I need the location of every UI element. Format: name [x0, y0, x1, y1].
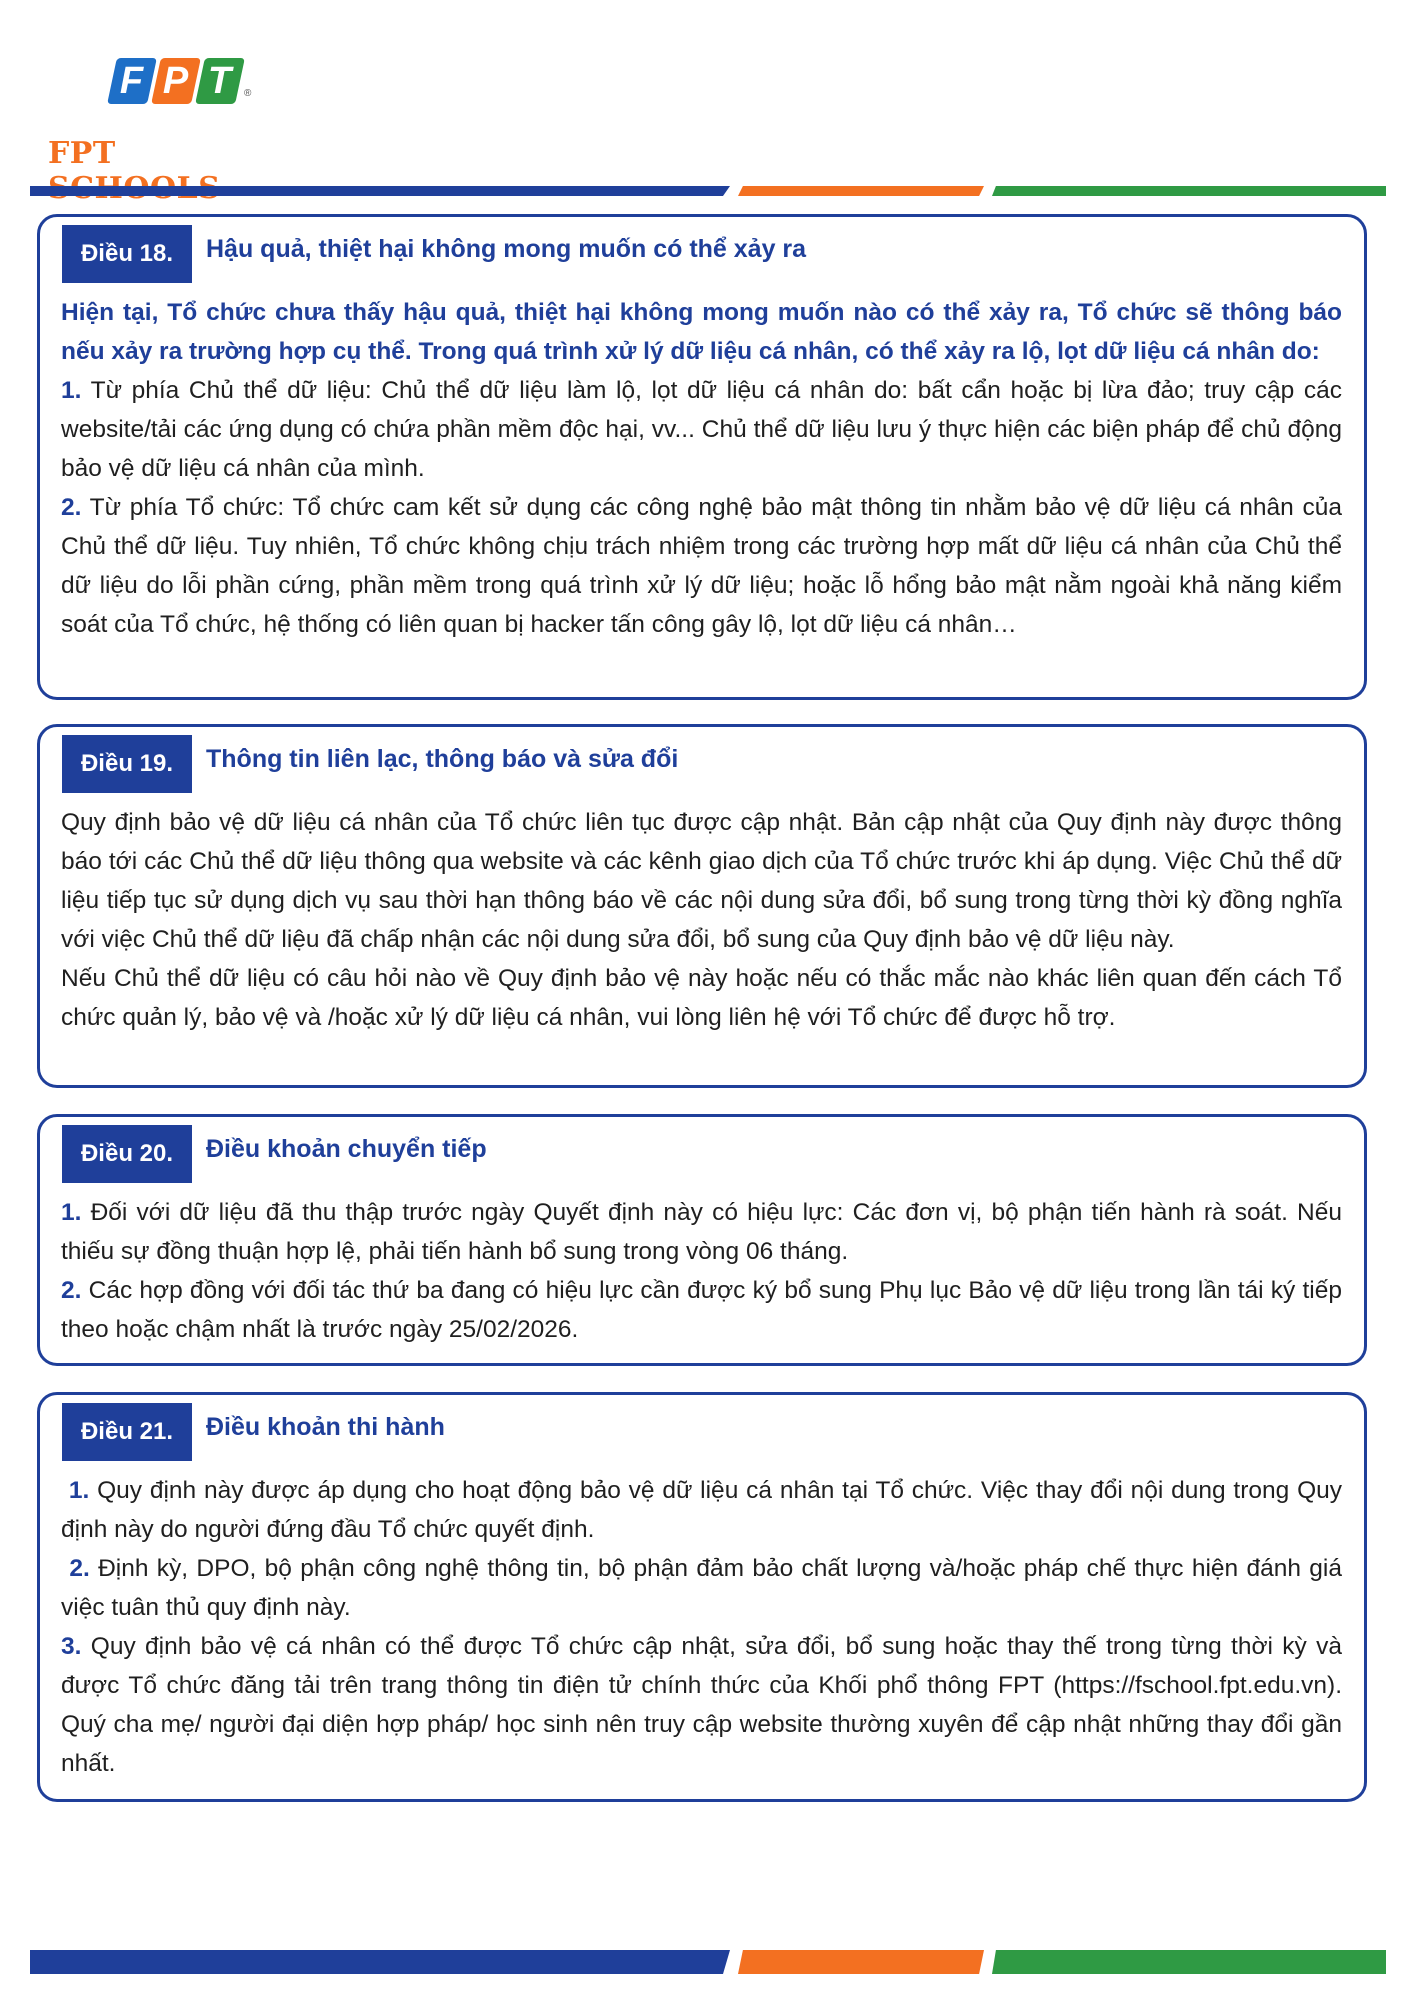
section-number-badge: Điều 19.	[62, 735, 192, 793]
section-title: Điều khoản chuyển tiếp	[206, 1135, 487, 1163]
section-dieu-20	[37, 1114, 1367, 1366]
section-title: Điều khoản thi hành	[206, 1413, 445, 1441]
logo-tile-t: T	[195, 58, 245, 104]
section-body	[61, 293, 1342, 644]
fpt-logo-mark	[112, 58, 240, 104]
section-dieu-21	[37, 1392, 1367, 1802]
section-body	[61, 803, 1342, 1037]
footer-color-stripe	[30, 1950, 1386, 1974]
fpt-schools-logo	[48, 58, 288, 178]
paragraph: Nếu Chủ thể dữ liệu có câu hỏi nào về Quy định bảo vệ này hoặc nếu có thắc mắc nào khác liên quan đến cách Tổ chức quản lý, bảo vệ và /hoặc xử lý dữ liệu cá nhân, vui lòng liên hệ với Tổ chức để được hỗ trợ.	[61, 965, 1342, 1031]
registered-mark: ®	[244, 88, 252, 99]
list-item: 2. Từ phía Tổ chức: Tổ chức cam kết sử dụng các công nghệ bảo mật thông tin nhằm bảo vệ dữ liệu cá nhân của Chủ thể dữ liệu. Tuy nhiên, Tổ chức không chịu trách nhiệm trong các trường hợp mất dữ liệu cá nhân của Chủ thể dữ liệu do lỗi phần cứng, phần mềm trong quá trình xử lý dữ liệu; hoặc lỗ hổng bảo mật nằm ngoài khả năng kiểm soát của Tổ chức, hệ thống có liên quan bị hacker tấn công gây lộ, lọt dữ liệu cá nhân…	[61, 494, 1342, 638]
section-number-badge: Điều 18.	[62, 225, 192, 283]
logo-tile-p: P	[151, 58, 201, 104]
list-item: 2. Các hợp đồng với đối tác thứ ba đang có hiệu lực cần được ký bổ sung Phụ lục Bảo vệ dữ liệu trong lần tái ký tiếp theo hoặc chậm nhất là trước ngày 25/02/2026.	[61, 1277, 1342, 1343]
list-item: 2. Định kỳ, DPO, bộ phận công nghệ thông tin, bộ phận đảm bảo chất lượng và/hoặc pháp chế thực hiện đánh giá việc tuân thủ quy định này.	[61, 1555, 1342, 1621]
paragraph: Quy định bảo vệ dữ liệu cá nhân của Tổ chức liên tục được cập nhật. Bản cập nhật của Quy định này được thông báo tới các Chủ thể dữ liệu thông qua website và các kênh giao dịch của Tổ chức trước khi áp dụng. Việc Chủ thể dữ liệu tiếp tục sử dụng dịch vụ sau thời hạn thông báo về các nội dung sửa đổi, bổ sung trong từng thời kỳ đồng nghĩa với việc Chủ thể dữ liệu đã chấp nhận các nội dung sửa đổi, bổ sung của Quy định bảo vệ dữ liệu này.	[61, 809, 1342, 953]
header-color-stripe	[30, 186, 1386, 196]
section-dieu-19	[37, 724, 1367, 1088]
section-lead-paragraph: Hiện tại, Tổ chức chưa thấy hậu quả, thiệt hại không mong muốn nào có thể xảy ra, Tổ chức sẽ thông báo nếu xảy ra trường hợp cụ thể. Trong quá trình xử lý dữ liệu cá nhân, có thể xảy ra lộ, lọt dữ liệu cá nhân do:	[61, 299, 1342, 365]
list-item: 1. Quy định này được áp dụng cho hoạt động bảo vệ dữ liệu cá nhân tại Tổ chức. Việc thay đổi nội dung trong Quy định này do người đứng đầu Tổ chức quyết định.	[61, 1477, 1343, 1543]
logo-tile-f: F	[107, 58, 157, 104]
section-number-badge: Điều 21.	[62, 1403, 192, 1461]
list-item: 1. Từ phía Chủ thể dữ liệu: Chủ thể dữ liệu làm lộ, lọt dữ liệu cá nhân do: bất cẩn hoặc bị lừa đảo; truy cập các website/tải các ứng dụng có chứa phần mềm độc hại, vv... Chủ thể dữ liệu lưu ý thực hiện các biện pháp để chủ động bảo vệ dữ liệu cá nhân của mình.	[61, 377, 1342, 482]
list-item: 1. Đối với dữ liệu đã thu thập trước ngày Quyết định này có hiệu lực: Các đơn vị, bộ phận tiến hành rà soát. Nếu thiếu sự đồng thuận hợp lệ, phải tiến hành bổ sung trong vòng 06 tháng.	[61, 1199, 1342, 1265]
brand-name: FPT	[48, 136, 116, 171]
section-number-badge: Điều 20.	[62, 1125, 192, 1183]
section-title: Hậu quả, thiệt hại không mong muốn có thể xảy ra	[206, 235, 807, 263]
section-body	[61, 1471, 1342, 1783]
section-body	[61, 1193, 1342, 1349]
section-dieu-18	[37, 214, 1367, 700]
list-item: 3. Quy định bảo vệ cá nhân có thể được Tổ chức cập nhật, sửa đổi, bổ sung hoặc thay thế trong từng thời kỳ và được Tổ chức đăng tải trên trang thông tin điện tử chính thức của Khối phổ thông FPT (https://fschool.fpt.edu.vn). Quý cha mẹ/ người đại diện hợp pháp/ học sinh nên truy cập website thường xuyên để cập nhật những thay đổi gần nhất.	[61, 1633, 1343, 1777]
section-title: Thông tin liên lạc, thông báo và sửa đổi	[206, 745, 679, 773]
